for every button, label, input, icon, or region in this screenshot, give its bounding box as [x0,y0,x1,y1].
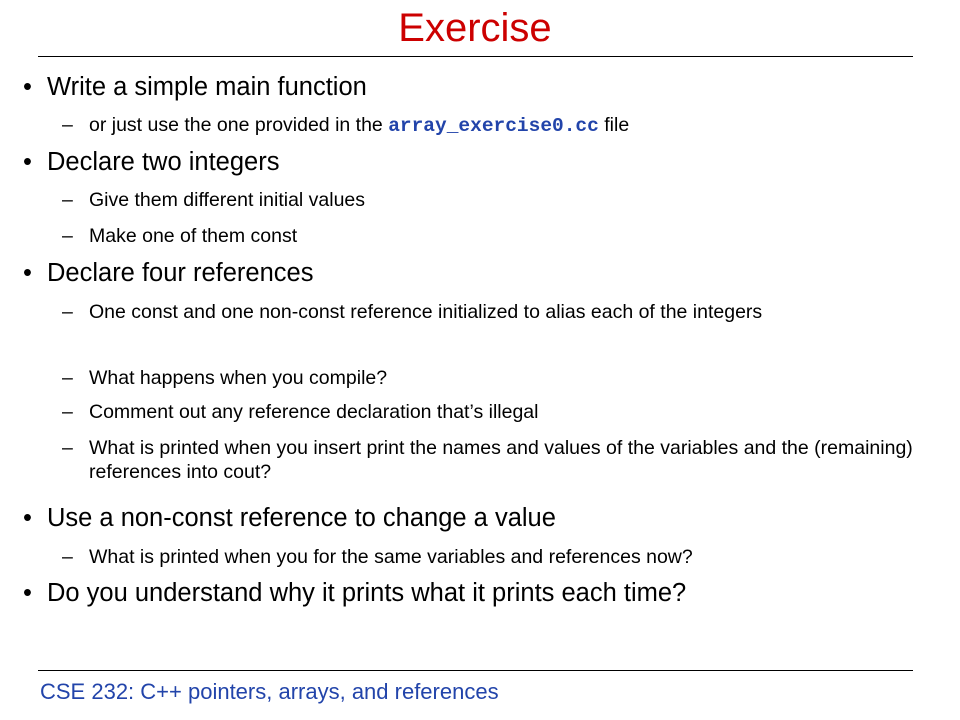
footer-divider [38,670,913,671]
bullet-text: Declare four references [47,259,314,287]
dash-glyph: – [62,189,73,211]
subbullet-text: Comment out any reference declaration that’s illegal [89,401,539,423]
dash-glyph: – [62,114,73,136]
bullet-text: Write a simple main function [47,73,367,101]
bullet-glyph: • [23,579,32,607]
bullet-text: Declare two integers [47,148,280,176]
subbullet-text: Give them different initial values [89,189,366,211]
dash-glyph: – [62,401,73,423]
dash-glyph: – [62,367,73,389]
dash-glyph: – [62,225,73,247]
bullet-text: Use a non-const reference to change a value [47,504,556,532]
subbullet-text: What is printed when you insert print the names and values of the variables and the (remaining) references into cout? [89,437,913,483]
dash-glyph: – [62,546,73,568]
bullet-glyph: • [23,259,32,287]
subbullet-text: What is printed when you for the same variables and references now? [89,546,693,568]
bullet-text: Do you understand why it prints what it prints each time? [47,579,687,607]
slide-footer: CSE 232: C++ pointers, arrays, and references [40,679,499,704]
subbullet-text: One const and one non-const reference initialized to alias each of the integers [89,301,763,323]
dash-glyph: – [62,437,73,459]
code-filename: array_exercise0.cc [388,115,599,137]
subbullet-text-post: file [598,114,630,136]
subbullet-text [89,113,919,138]
slide-title: Exercise [398,6,552,50]
bullet-glyph: • [23,73,32,101]
subbullet-text: Make one of them const [89,225,298,247]
bullet-glyph: • [23,148,32,176]
bullet-glyph: • [23,504,32,532]
subbullet-text-pre: or just use the one provided in the [89,114,389,136]
dash-glyph: – [62,301,73,323]
title-divider [38,56,913,57]
subbullet-text: What happens when you compile? [89,367,388,389]
